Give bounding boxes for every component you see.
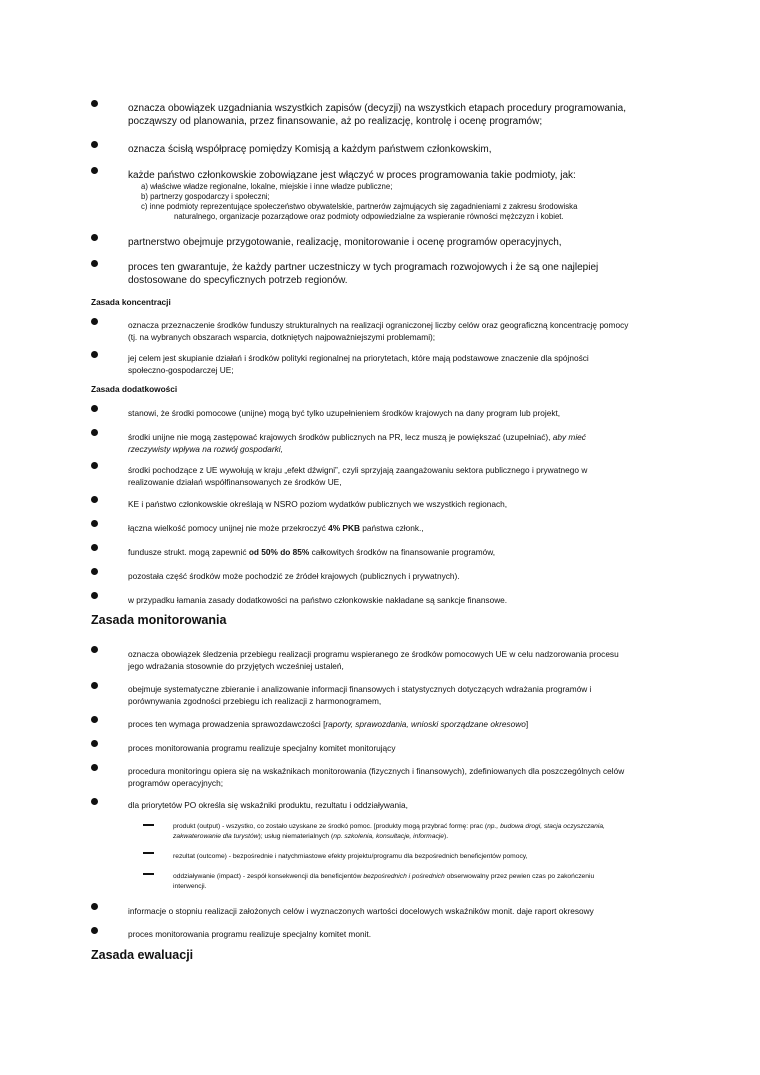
bullet-dot <box>91 496 98 503</box>
sub-item-text: ); usług niematerialnych ( <box>258 833 334 840</box>
bullet-text: proces monitorowania programu realizuje specjalny komitet monitorujący <box>128 743 396 753</box>
list-item <box>173 872 594 892</box>
sub-item-text: produkt (output) - wszystko, co zostało uzyskane ze środkó pomoc. [produkty mogą przybrać formę: prac ( <box>173 823 488 830</box>
bullet-dot <box>91 141 98 148</box>
sub-item-text: obserwowalny przez pewien czas po zakończeniu <box>446 873 595 880</box>
bullet-dot <box>91 405 98 412</box>
bullet-text: oznacza ścisłą współpracę pomiędzy Komisją a każdym państwem członkowskim, <box>128 144 492 155</box>
bullet-dot <box>91 234 98 241</box>
bullet-dot <box>91 716 98 723</box>
bullet-text: partnerstwo obejmuje przygotowanie, realizację, monitorowanie i ocenę programów operacyjnych, <box>128 237 562 248</box>
bullet-dot <box>91 520 98 527</box>
bullet-dot <box>91 167 98 174</box>
bullet-dot <box>91 682 98 689</box>
section-heading-evaluation: Zasada ewaluacji <box>91 948 194 962</box>
list-item <box>128 236 562 249</box>
bullet-text: w przypadku łamania zasady dodatkowości na państwo członkowskie nakładane są sankcje finansowe. <box>128 595 508 605</box>
list-item <box>128 684 591 707</box>
list-item <box>128 143 491 156</box>
bullet-text: dla priorytetów PO określa się wskaźniki produktu, rezultatu i oddziaływania, <box>128 800 408 810</box>
bullet-text: jej celem jest skupianie działań i środków polityki regionalnej na priorytetach, które mają podstawowe znaczenie dla spójności <box>128 353 589 363</box>
list-item <box>128 719 528 731</box>
list-item <box>128 261 598 287</box>
bullet-text: ] <box>525 719 529 729</box>
italic-text: np., budowa drogi, stacja oczyszczania, <box>487 823 605 830</box>
bullet-text: porównywania zgodności przebiegu ich realizacji z harmonogramem, <box>128 695 382 706</box>
sub-item: a) właściwe władze regionalne, lokalne, miejskie i inne władze publiczne; <box>141 182 393 191</box>
bullet-dot <box>91 429 98 436</box>
italic-text: aby mieć <box>552 432 586 442</box>
bullet-text: jego wdrażania stosownie do przyjętych wcześniej ustaleń, <box>128 660 344 671</box>
list-item <box>173 822 605 842</box>
italic-text: bezpośrednich i pośrednich <box>363 873 445 880</box>
bullet-dot <box>91 903 98 910</box>
bullet-dot <box>91 592 98 599</box>
list-item <box>128 766 624 789</box>
section-heading-monitoring: Zasada monitorowania <box>91 613 227 627</box>
sub-item: naturalnego, organizacje pozarządowe oraz podmioty odpowiedzialne za wspieranie równości mężczyzn i kobiet. <box>174 212 564 221</box>
dash-marker <box>143 873 154 875</box>
italic-text: raporty, sprawozdania, wnioski sporządzane okresowo <box>325 719 526 729</box>
bullet-text: państwa członk., <box>362 523 424 533</box>
bullet-text: środki unijne nie mogą zastępować krajowych środków publicznych na PR, lecz muszą je powiększać (uzupełniać), <box>128 432 551 442</box>
sub-item-text: oddziaływanie (impact) - zespół konsekwencji dla beneficjentów <box>173 873 362 880</box>
bullet-dot <box>91 351 98 358</box>
bullet-text: (tj. na wybranych obszarach wsparcia, dotkniętych najpoważniejszymi problemami); <box>128 331 436 342</box>
bullet-dot <box>91 927 98 934</box>
sub-item: b) partnerzy gospodarczy i społeczni; <box>141 192 270 201</box>
italic-text: rzeczywisty wpływa na rozwój gospodarki, <box>128 443 283 454</box>
bullet-text: pozostała część środków może pochodzić ze źródeł krajowych (publicznych i prywatnych). <box>128 571 460 581</box>
sub-item-text: rezultat (outcome) - bezpośrednie i natychmiastowe efekty projektu/programu dla bezpośrednich beneficjentów pomocy, <box>173 853 528 860</box>
list-item <box>128 649 619 672</box>
bullet-dot <box>91 260 98 267</box>
bullet-text: proces monitorowania programu realizuje specjalny komitet monit. <box>128 929 372 939</box>
bullet-text: programów operacyjnych; <box>128 777 223 788</box>
dash-marker <box>143 824 154 826</box>
bullet-text: oznacza przeznaczenie środków funduszy strukturalnych na realizacji ograniczonej liczby celów oraz geograficzną koncentrację pomocy <box>128 320 629 330</box>
bullet-text: proces ten wymaga prowadzenia sprawozdawczości [ <box>128 719 326 729</box>
bullet-text: stanowi, że środki pomocowe (unijne) mogą być tylko uzupełnieniem środków krajowych na dany program lub projekt, <box>128 408 561 418</box>
sub-item-text: interwencji. <box>173 883 207 890</box>
bullet-dot <box>91 568 98 575</box>
sub-item-text: ). <box>444 833 449 840</box>
bullet-text: obejmuje systematyczne zbieranie i analizowanie informacji finansowych i statystycznych dotyczących wdrażania programów i <box>128 684 592 694</box>
italic-text: zakwaterowanie dla turystów <box>173 833 259 840</box>
bullet-text: każde państwo członkowskie zobowiązane jest włączyć w proces programowania takie podmioty, jak: <box>128 170 576 181</box>
list-item <box>128 465 587 488</box>
bullet-dot <box>91 798 98 805</box>
bullet-text: oznacza obowiązek śledzenia przebiegu realizacji programu wspieranego ze środków pomocowych UE w celu nadzorowania procesu <box>128 649 619 659</box>
bullet-dot <box>91 646 98 653</box>
list-item <box>128 523 424 535</box>
bullet-text: całkowitych środków na finansowanie programów, <box>311 547 496 557</box>
bullet-text: fundusze strukt. mogą zapewnić <box>128 547 247 557</box>
list-item <box>128 432 586 455</box>
list-item <box>128 547 495 559</box>
bullet-text: realizowanie działań współfinansowanych ze środków UE, <box>128 476 342 487</box>
bullet-text: społeczno-gospodarczej UE; <box>128 364 234 375</box>
list-item <box>128 353 589 376</box>
bullet-dot <box>91 740 98 747</box>
bullet-dot <box>91 318 98 325</box>
bullet-dot <box>91 100 98 107</box>
bullet-text: KE i państwo członkowskie określają w NSRO poziom wydatków publicznych we wszystkich regionach, <box>128 499 508 509</box>
bullet-text: oznacza obowiązek uzgadniania wszystkich zapisów (decyzji) na wszystkich etapach procedury programowania, <box>128 103 627 114</box>
bullet-text: informacje o stopniu realizacji założonych celów i wyznaczonych wartości docelowych wskaźników monit. daje raport okresowy <box>128 906 594 916</box>
bold-text: od 50% do 85% <box>248 547 310 557</box>
section-heading-additionality: Zasada dodatkowości <box>91 384 178 394</box>
section-heading-concentration: Zasada koncentracji <box>91 297 171 307</box>
bullet-text: łączna wielkość pomocy unijnej nie może przekroczyć <box>128 523 326 533</box>
bullet-text: proces ten gwarantuje, że każdy partner uczestniczy w tych programach rozwojowych i że są one najlepiej <box>128 262 599 273</box>
bullet-text: środki pochodzące z UE wywołują w kraju „efekt dźwigni”, czyli sprzyjają zaangażowaniu sektora publicznego i prywatnego w <box>128 465 588 475</box>
bullet-dot <box>91 462 98 469</box>
bullet-dot <box>91 544 98 551</box>
list-item <box>128 320 628 343</box>
list-item <box>128 169 576 182</box>
sub-item: c) inne podmioty reprezentujące społeczeństwo obywatelskie, partnerów zajmujących się zagadnieniami z zakresu środowiska <box>141 202 578 211</box>
bullet-text: dostosowane do specyficznych potrzeb regionów. <box>128 275 348 286</box>
bullet-dot <box>91 764 98 771</box>
italic-text: np. szkolenia, konsultacje, informacje <box>333 833 444 840</box>
dash-marker <box>143 852 154 854</box>
bullet-text: procedura monitoringu opiera się na wskaźnikach monitorowania (fizycznych i finansowych), zdefiniowanych dla poszczególnych celów <box>128 766 625 776</box>
bold-text: 4% PKB <box>328 523 360 533</box>
bullet-text: począwszy od planowania, przez finansowanie, aż po realizację, kontrolę i ocenę programów; <box>128 116 543 127</box>
list-item <box>128 102 626 128</box>
